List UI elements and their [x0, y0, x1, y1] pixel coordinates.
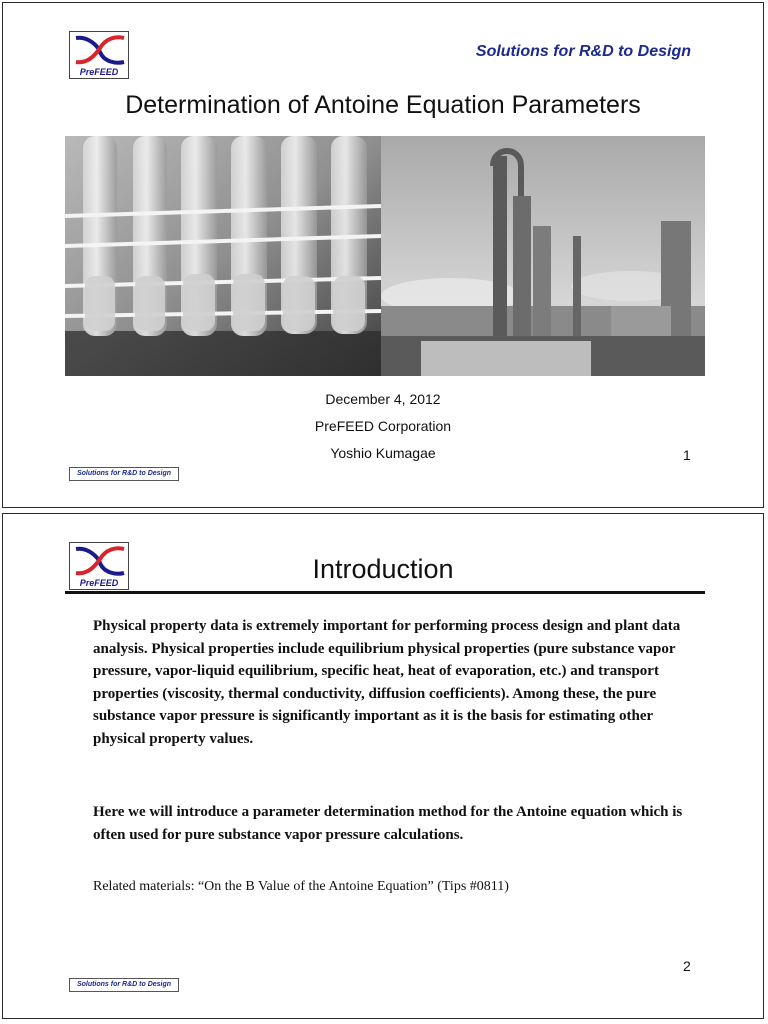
logo-text: PreFEED	[79, 67, 119, 77]
footer-badge: Solutions for R&D to Design	[69, 978, 179, 992]
title-divider	[65, 591, 705, 594]
author-name: Yoshio Kumagae	[330, 445, 436, 461]
tagline: Solutions for R&D to Design	[475, 43, 691, 60]
footer-badge: Solutions for R&D to Design	[69, 467, 179, 481]
prefeed-logo-mark	[70, 32, 128, 68]
page-number: 1	[683, 447, 691, 463]
introduction-slide	[2, 513, 764, 1019]
page-number: 2	[683, 958, 691, 974]
slide-title: Introduction	[312, 554, 454, 584]
chemical-plant-photo	[381, 136, 705, 376]
slide-title: Determination of Antoine Equation Parameters	[125, 91, 641, 119]
related-materials: Related materials: “On the B Value of the Antoine Equation” (Tips #0811)	[93, 879, 509, 894]
method-paragraph: Here we will introduce a parameter determination method for the Antoine equation which is often used for pure substance vapor pressure calculations.	[93, 804, 683, 843]
company-name: PreFEED Corporation	[314, 418, 452, 434]
logo-text: PreFEED	[79, 578, 119, 588]
test-tubes-photo	[65, 136, 381, 376]
presentation-date: December 4, 2012	[325, 391, 441, 407]
prefeed-logo	[69, 31, 129, 79]
intro-paragraph: Physical property data is extremely important for performing process design and plant data analysis. Physical properties include equilibrium physical properties (pure substance vapor pressure, vapor-liquid equilibrium, specific heat, heat of evaporation, etc.) and transport properties (viscosity, thermal conductivity, diffusion coefficients). Among these, the pure substance vapor pressure is significantly important as it is the basis for estimating other physical property values.	[93, 618, 681, 747]
title-slide	[2, 2, 764, 508]
